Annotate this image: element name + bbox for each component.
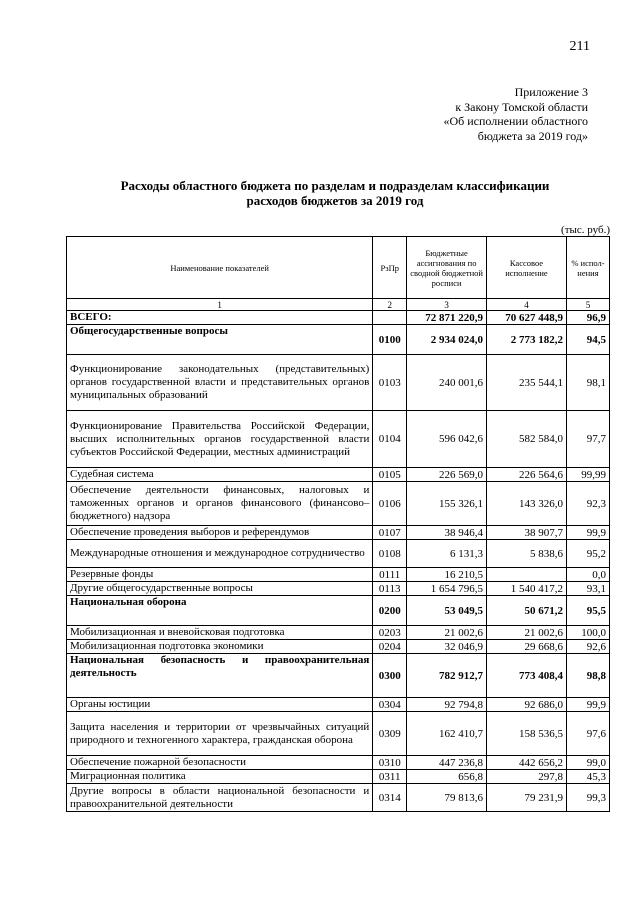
title-line: Расходы областного бюджета по разделам и подразделам классификации: [120, 178, 550, 193]
table-row: [67, 784, 610, 812]
row-percent: 99,0: [566, 756, 609, 770]
row-allocations: 162 410,7: [407, 712, 487, 756]
row-percent: 92,3: [566, 482, 609, 526]
row-execution: 297,8: [487, 770, 567, 784]
row-execution: 70 627 448,9: [487, 311, 567, 325]
row-name: Защита населения и территории от чрезвычайных ситуаций природного и техногенного характера, гражданская оборона: [67, 712, 373, 756]
header-execution: Кассовое исполнение: [487, 237, 567, 299]
row-percent: 99,9: [566, 526, 609, 540]
row-code: 0310: [373, 756, 407, 770]
row-code: 0311: [373, 770, 407, 784]
row-execution: 50 671,2: [487, 596, 567, 626]
row-code: 0204: [373, 640, 407, 654]
row-name: Другие общегосударственные вопросы: [67, 582, 373, 596]
units-label: (тыс. руб.): [561, 224, 610, 236]
row-code: 0107: [373, 526, 407, 540]
column-number: 3: [407, 299, 487, 311]
row-allocations: 226 569,0: [407, 468, 487, 482]
row-execution: [487, 568, 567, 582]
row-code: 0103: [373, 355, 407, 411]
row-allocations: 782 912,7: [407, 654, 487, 698]
row-execution: 226 564,6: [487, 468, 567, 482]
table-row: [67, 540, 610, 568]
row-percent: 95,5: [566, 596, 609, 626]
column-number: 4: [487, 299, 567, 311]
appendix-line: бюджета за 2019 год»: [477, 128, 588, 143]
document-title: [60, 178, 610, 208]
table-row: [67, 698, 610, 712]
row-execution: 773 408,4: [487, 654, 567, 698]
row-percent: 98,1: [566, 355, 609, 411]
row-allocations: 16 210,5: [407, 568, 487, 582]
header-allocations: Бюджетные ассигнования по сводной бюджетной росписи: [407, 237, 487, 299]
row-name: Обеспечение пожарной безопасности: [67, 756, 373, 770]
header-code: РзПр: [373, 237, 407, 299]
row-execution: 143 326,0: [487, 482, 567, 526]
table-row: [67, 482, 610, 526]
table-row: [67, 596, 610, 626]
row-name: ВСЕГО:: [67, 311, 373, 325]
title-line: расходов бюджетов за 2019 год: [246, 193, 424, 208]
row-code: 0111: [373, 568, 407, 582]
row-name: Мобилизационная и вневойсковая подготовка: [67, 626, 373, 640]
row-name: Национальная оборона: [67, 596, 373, 626]
table-row: [67, 411, 610, 468]
row-execution: 235 544,1: [487, 355, 567, 411]
row-allocations: 2 934 024,0: [407, 325, 487, 355]
row-allocations: 656,8: [407, 770, 487, 784]
row-allocations: 92 794,8: [407, 698, 487, 712]
row-name: Обеспечение проведения выборов и референдумов: [67, 526, 373, 540]
row-percent: 100,0: [566, 626, 609, 640]
row-execution: 5 838,6: [487, 540, 567, 568]
row-code: [373, 311, 407, 325]
row-allocations: 6 131,3: [407, 540, 487, 568]
column-number: 5: [566, 299, 609, 311]
table-row: [67, 468, 610, 482]
row-code: 0113: [373, 582, 407, 596]
row-allocations: 596 042,6: [407, 411, 487, 468]
row-percent: 99,3: [566, 784, 609, 812]
row-code: 0104: [373, 411, 407, 468]
row-allocations: 32 046,9: [407, 640, 487, 654]
row-execution: 1 540 417,2: [487, 582, 567, 596]
row-allocations: 240 001,6: [407, 355, 487, 411]
row-execution: 92 686,0: [487, 698, 567, 712]
row-name: Функционирование Правительства Российской Федерации, высших исполнительных органов государственной власти субъектов Российской Федерации, местных администраций: [67, 411, 373, 468]
row-execution: 21 002,6: [487, 626, 567, 640]
row-percent: 94,5: [566, 325, 609, 355]
table-row: [67, 770, 610, 784]
row-name: Общегосударственные вопросы: [67, 325, 373, 355]
row-percent: 98,8: [566, 654, 609, 698]
row-allocations: 72 871 220,9: [407, 311, 487, 325]
row-percent: 97,6: [566, 712, 609, 756]
row-name: Международные отношения и международное сотрудничество: [67, 540, 373, 568]
row-allocations: 21 002,6: [407, 626, 487, 640]
column-numbering-row: [67, 299, 610, 311]
row-allocations: 38 946,4: [407, 526, 487, 540]
row-percent: 96,9: [566, 311, 609, 325]
row-percent: 92,6: [566, 640, 609, 654]
row-allocations: 447 236,8: [407, 756, 487, 770]
column-number: 1: [67, 299, 373, 311]
row-code: 0106: [373, 482, 407, 526]
row-allocations: 155 326,1: [407, 482, 487, 526]
row-name: Функционирование законодательных (представительных) органов государственной власти и представительных органов муниципальных образований: [67, 355, 373, 411]
header-name: Наименование показателей: [67, 237, 373, 299]
table-row: [67, 526, 610, 540]
row-percent: 99,99: [566, 468, 609, 482]
budget-table: [66, 236, 610, 812]
row-execution: 29 668,6: [487, 640, 567, 654]
row-execution: 79 231,9: [487, 784, 567, 812]
row-allocations: 1 654 796,5: [407, 582, 487, 596]
row-code: 0314: [373, 784, 407, 812]
row-percent: 45,3: [566, 770, 609, 784]
row-allocations: 53 049,5: [407, 596, 487, 626]
row-name: Национальная безопасность и правоохранительная деятельность: [67, 654, 373, 698]
row-code: 0105: [373, 468, 407, 482]
table-row: [67, 325, 610, 355]
row-code: 0300: [373, 654, 407, 698]
row-name: Органы юстиции: [67, 698, 373, 712]
table-row: [67, 640, 610, 654]
row-code: 0100: [373, 325, 407, 355]
row-name: Резервные фонды: [67, 568, 373, 582]
row-code: 0309: [373, 712, 407, 756]
row-execution: 2 773 182,2: [487, 325, 567, 355]
row-code: 0200: [373, 596, 407, 626]
row-execution: 442 656,2: [487, 756, 567, 770]
table-row: [67, 582, 610, 596]
table-row: [67, 712, 610, 756]
appendix-line: Приложение 3: [514, 85, 588, 99]
table-row: [67, 654, 610, 698]
appendix-line: «Об исполнении областного: [443, 114, 588, 128]
appendix-line: к Закону Томской области: [455, 99, 588, 114]
row-percent: 99,9: [566, 698, 609, 712]
table-row: [67, 626, 610, 640]
row-name: Миграционная политика: [67, 770, 373, 784]
row-execution: 38 907,7: [487, 526, 567, 540]
row-code: 0108: [373, 540, 407, 568]
row-name: Мобилизационная подготовка экономики: [67, 640, 373, 654]
column-number: 2: [373, 299, 407, 311]
row-allocations: 79 813,6: [407, 784, 487, 812]
row-execution: 582 584,0: [487, 411, 567, 468]
row-code: 0304: [373, 698, 407, 712]
row-name: Обеспечение деятельности финансовых, налоговых и таможенных органов и органов финансового (финансово–бюджетного) надзора: [67, 482, 373, 526]
row-name: Судебная система: [67, 468, 373, 482]
row-name: Другие вопросы в области национальной безопасности и правоохранительной деятельности: [67, 784, 373, 812]
row-percent: 93,1: [566, 582, 609, 596]
table-header-row: [67, 237, 610, 299]
row-percent: 95,2: [566, 540, 609, 568]
appendix-note: [328, 85, 588, 143]
row-code: 0203: [373, 626, 407, 640]
row-percent: 0,0: [566, 568, 609, 582]
page-number: 211: [569, 39, 590, 54]
row-percent: 97,7: [566, 411, 609, 468]
total-row: [67, 311, 610, 325]
table-row: [67, 756, 610, 770]
table-row: [67, 568, 610, 582]
row-execution: 158 536,5: [487, 712, 567, 756]
table-row: [67, 355, 610, 411]
header-percent: % испол-нения: [566, 237, 609, 299]
